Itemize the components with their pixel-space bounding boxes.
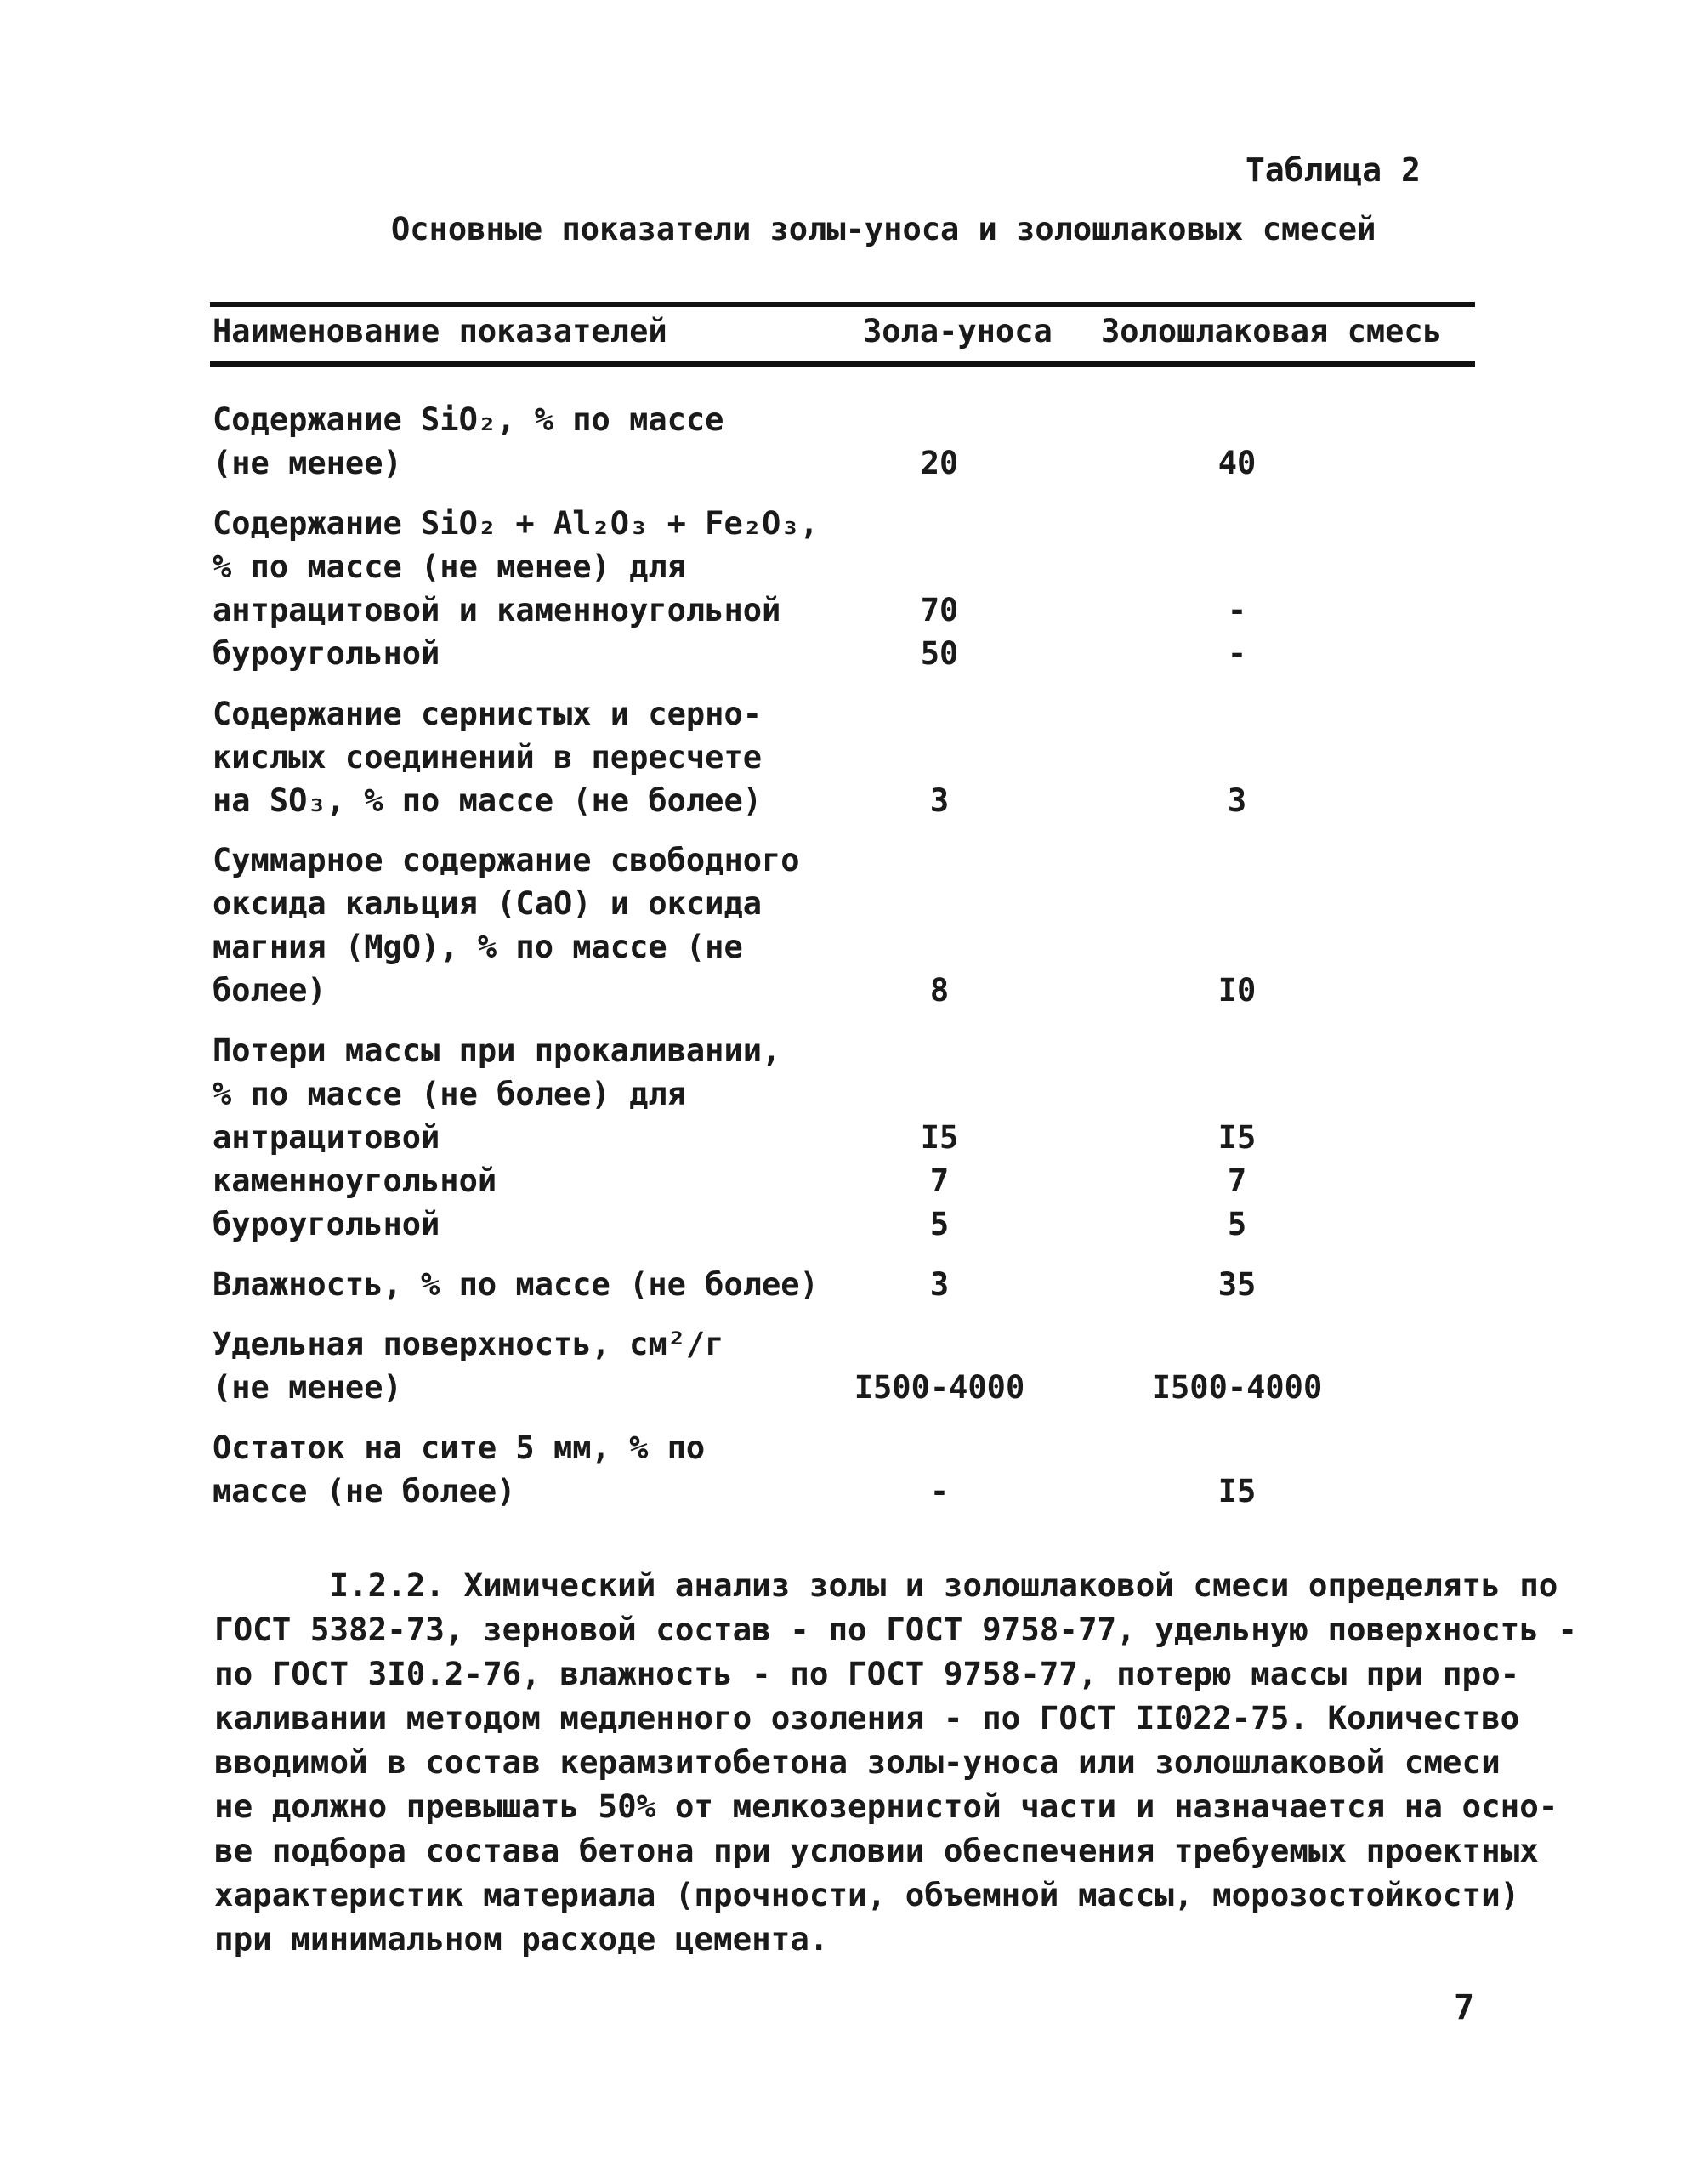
table-cell-slag: I0 (1217, 972, 1257, 1009)
table-row-label: % по массе (не менее) для (213, 549, 686, 585)
paragraph-line: вводимой в состав керамзитобетона золы-уноса или золошлаковой смеси (214, 1743, 1501, 1781)
table-row-label: на SO₃, % по массе (не более) (213, 782, 763, 819)
table-caption: Основные показатели золы-уноса и золошлаковых смесей (391, 211, 1376, 247)
table-cell-ash: I500-4000 (854, 1369, 1025, 1406)
table-row-label: Потери массы при прокаливании, (213, 1032, 781, 1069)
table-row-label: каменноугольной (213, 1162, 497, 1199)
paragraph-line: каливании методом медленного озоления - по ГОСТ II022-75. Количество (214, 1699, 1520, 1737)
table-row-label: % по массе (не более) для (213, 1076, 686, 1112)
table-row-label: Остаток на сите 5 мм, % по (213, 1430, 706, 1466)
table-cell-ash: I5 (920, 1119, 959, 1156)
table-row-label: Содержание сернистых и серно- (213, 696, 763, 732)
paragraph-line: ве подбора состава бетона при условии обеспечения требуемых проектных (214, 1832, 1539, 1869)
table-row-label: Удельная поверхность, см²/г (213, 1326, 724, 1362)
column-header-ash: Зола-уноса (863, 313, 1053, 350)
table-row-label: Влажность, % по массе (не более) (213, 1266, 819, 1303)
paragraph-line: характеристик материала (прочности, объемной массы, морозостойкости) (214, 1876, 1520, 1913)
table-row-label: буроугольной (213, 635, 440, 672)
table-row-label: Содержание SiO₂, % по массе (213, 401, 724, 438)
table-cell-slag: - (1227, 592, 1247, 628)
table-cell-slag: I5 (1217, 1473, 1257, 1509)
table-cell-ash: 3 (929, 1266, 950, 1303)
table-cell-slag: I500-4000 (1151, 1369, 1323, 1406)
table-row-label: буроугольной (213, 1206, 440, 1242)
table-row-label: оксида кальция (CaO) и оксида (213, 885, 763, 922)
paragraph-line: по ГОСТ 3I0.2-76, влажность - по ГОСТ 9758-77, потерю массы при про- (214, 1655, 1520, 1692)
paragraph-line: при минимальном расходе цемента. (214, 1920, 829, 1958)
column-header-slag-mix: Золошлаковая смесь (1101, 313, 1442, 350)
table-cell-slag: 3 (1227, 782, 1247, 819)
table-cell-ash: 7 (929, 1162, 950, 1199)
paragraph-line: I.2.2. Химический анализ золы и золошлаковой смеси определять по (214, 1566, 1558, 1604)
table-row-label: магния (MgO), % по массе (не (213, 929, 743, 965)
table-row-label: кислых соединений в пересчете (213, 739, 763, 776)
table-row-label: массе (не более) (213, 1473, 516, 1509)
table-row-label: Суммарное содержание свободного (213, 842, 800, 878)
body-paragraph (214, 1563, 1577, 1961)
table-top-rule (210, 302, 1475, 307)
table-cell-ash: 20 (920, 445, 959, 481)
page-number: 7 (1454, 1988, 1475, 2027)
table-cell-slag: 7 (1227, 1162, 1247, 1199)
table-row-label: (не менее) (213, 1369, 402, 1406)
table-cell-ash: 70 (920, 592, 959, 628)
table-number: Таблица 2 (1246, 151, 1421, 189)
table-row-label: более) (213, 972, 326, 1009)
table-cell-slag: - (1227, 635, 1247, 672)
table-row-label: антрацитовой и каменноугольной (213, 592, 781, 628)
table-header-rule (210, 361, 1475, 367)
table-cell-ash: 3 (929, 782, 950, 819)
table-cell-slag: 40 (1217, 445, 1257, 481)
table-cell-slag: 35 (1217, 1266, 1257, 1303)
column-header-indicator: Наименование показателей (213, 313, 667, 350)
table-cell-slag: I5 (1217, 1119, 1257, 1156)
table-cell-slag: 5 (1227, 1206, 1247, 1242)
table-row-label: (не менее) (213, 445, 402, 481)
table-cell-ash: - (929, 1473, 950, 1509)
table-cell-ash: 8 (929, 972, 950, 1009)
paragraph-line: ГОСТ 5382-73, зерновой состав - по ГОСТ 9758-77, удельную поверхность - (214, 1611, 1577, 1648)
table-row-label: Содержание SiO₂ + Al₂O₃ + Fe₂O₃, (213, 505, 819, 542)
table-cell-ash: 50 (920, 635, 959, 672)
paragraph-line: не должно превышать 50% от мелкозернистой части и назначается на осно- (214, 1788, 1558, 1825)
table-row-label: антрацитовой (213, 1119, 440, 1156)
table-cell-ash: 5 (929, 1206, 950, 1242)
